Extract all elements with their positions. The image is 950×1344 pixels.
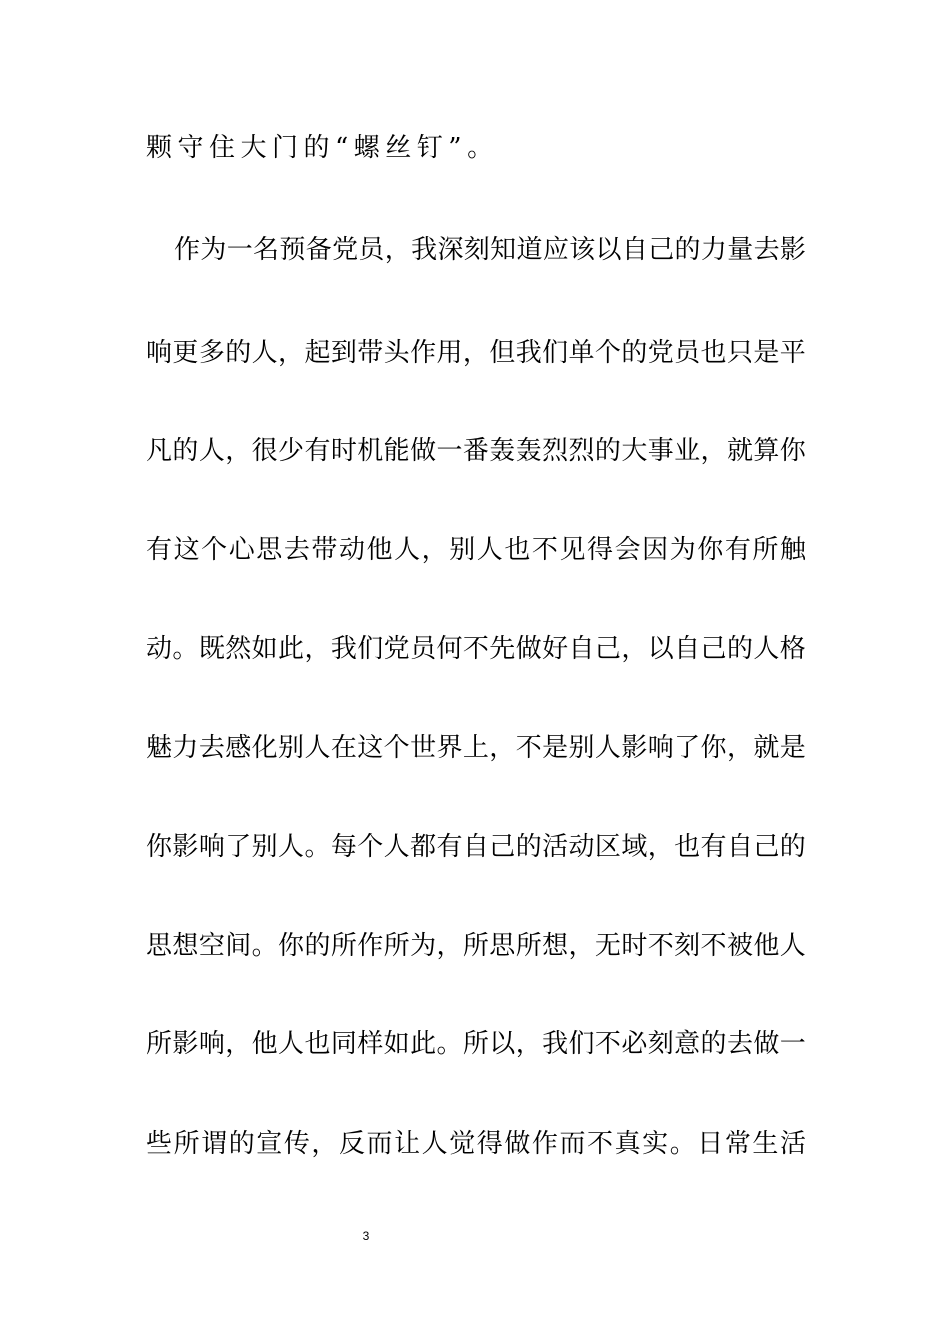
text-line-4: 凡 的 人 ， 很 少 有 时 机 能 做 一 番 轰 轰 烈 烈 的 大 事 业 ， 就 算 你 (146, 436, 806, 466)
text-line-8: 你 影 响 了 别 人 。 每 个 人 都 有 自 己 的 活 动 区 域 ， 也 有 自 己 的 (146, 832, 806, 862)
text-line-9: 思 想 空 间 。 你 的 所 作 所 为 ， 所 思 所 想 ， 无 时 不 刻 不 被 他 人 (146, 931, 806, 961)
text-line-2: 作 为 一 名 预 备 党 员 ， 我 深 刻 知 道 应 该 以 自 己 的 力 量 去 影 (174, 235, 806, 265)
text-line-7: 魅 力 去 感 化 别 人 在 这 个 世 界 上 ， 不 是 别 人 影 响 了 你 ， 就 是 (146, 733, 806, 763)
text-line-5: 有 这 个 心 思 去 带 动 他 人 ， 别 人 也 不 见 得 会 因 为 你 有 所 触 (146, 535, 806, 565)
text-line-1: 颗守住大门的“螺丝钉”。 (146, 133, 499, 163)
text-line-6: 动 。 既 然 如 此 ， 我 们 党 员 何 不 先 做 好 自 己 ， 以 自 己 的 人 格 (146, 634, 806, 664)
page-number: 3 (362, 1229, 370, 1243)
text-line-11: 些 所 谓 的 宣 传 ， 反 而 让 人 觉 得 做 作 而 不 真 实 。 日 常 生 活 (146, 1129, 806, 1159)
text-line-3: 响 更 多 的 人 ， 起 到 带 头 作 用 ， 但 我 们 单 个 的 党 员 也 只 是 平 (146, 338, 806, 368)
text-line-10: 所 影 响 ， 他 人 也 同 样 如 此 。 所 以 ， 我 们 不 必 刻 意 的 去 做 一 (146, 1029, 806, 1059)
